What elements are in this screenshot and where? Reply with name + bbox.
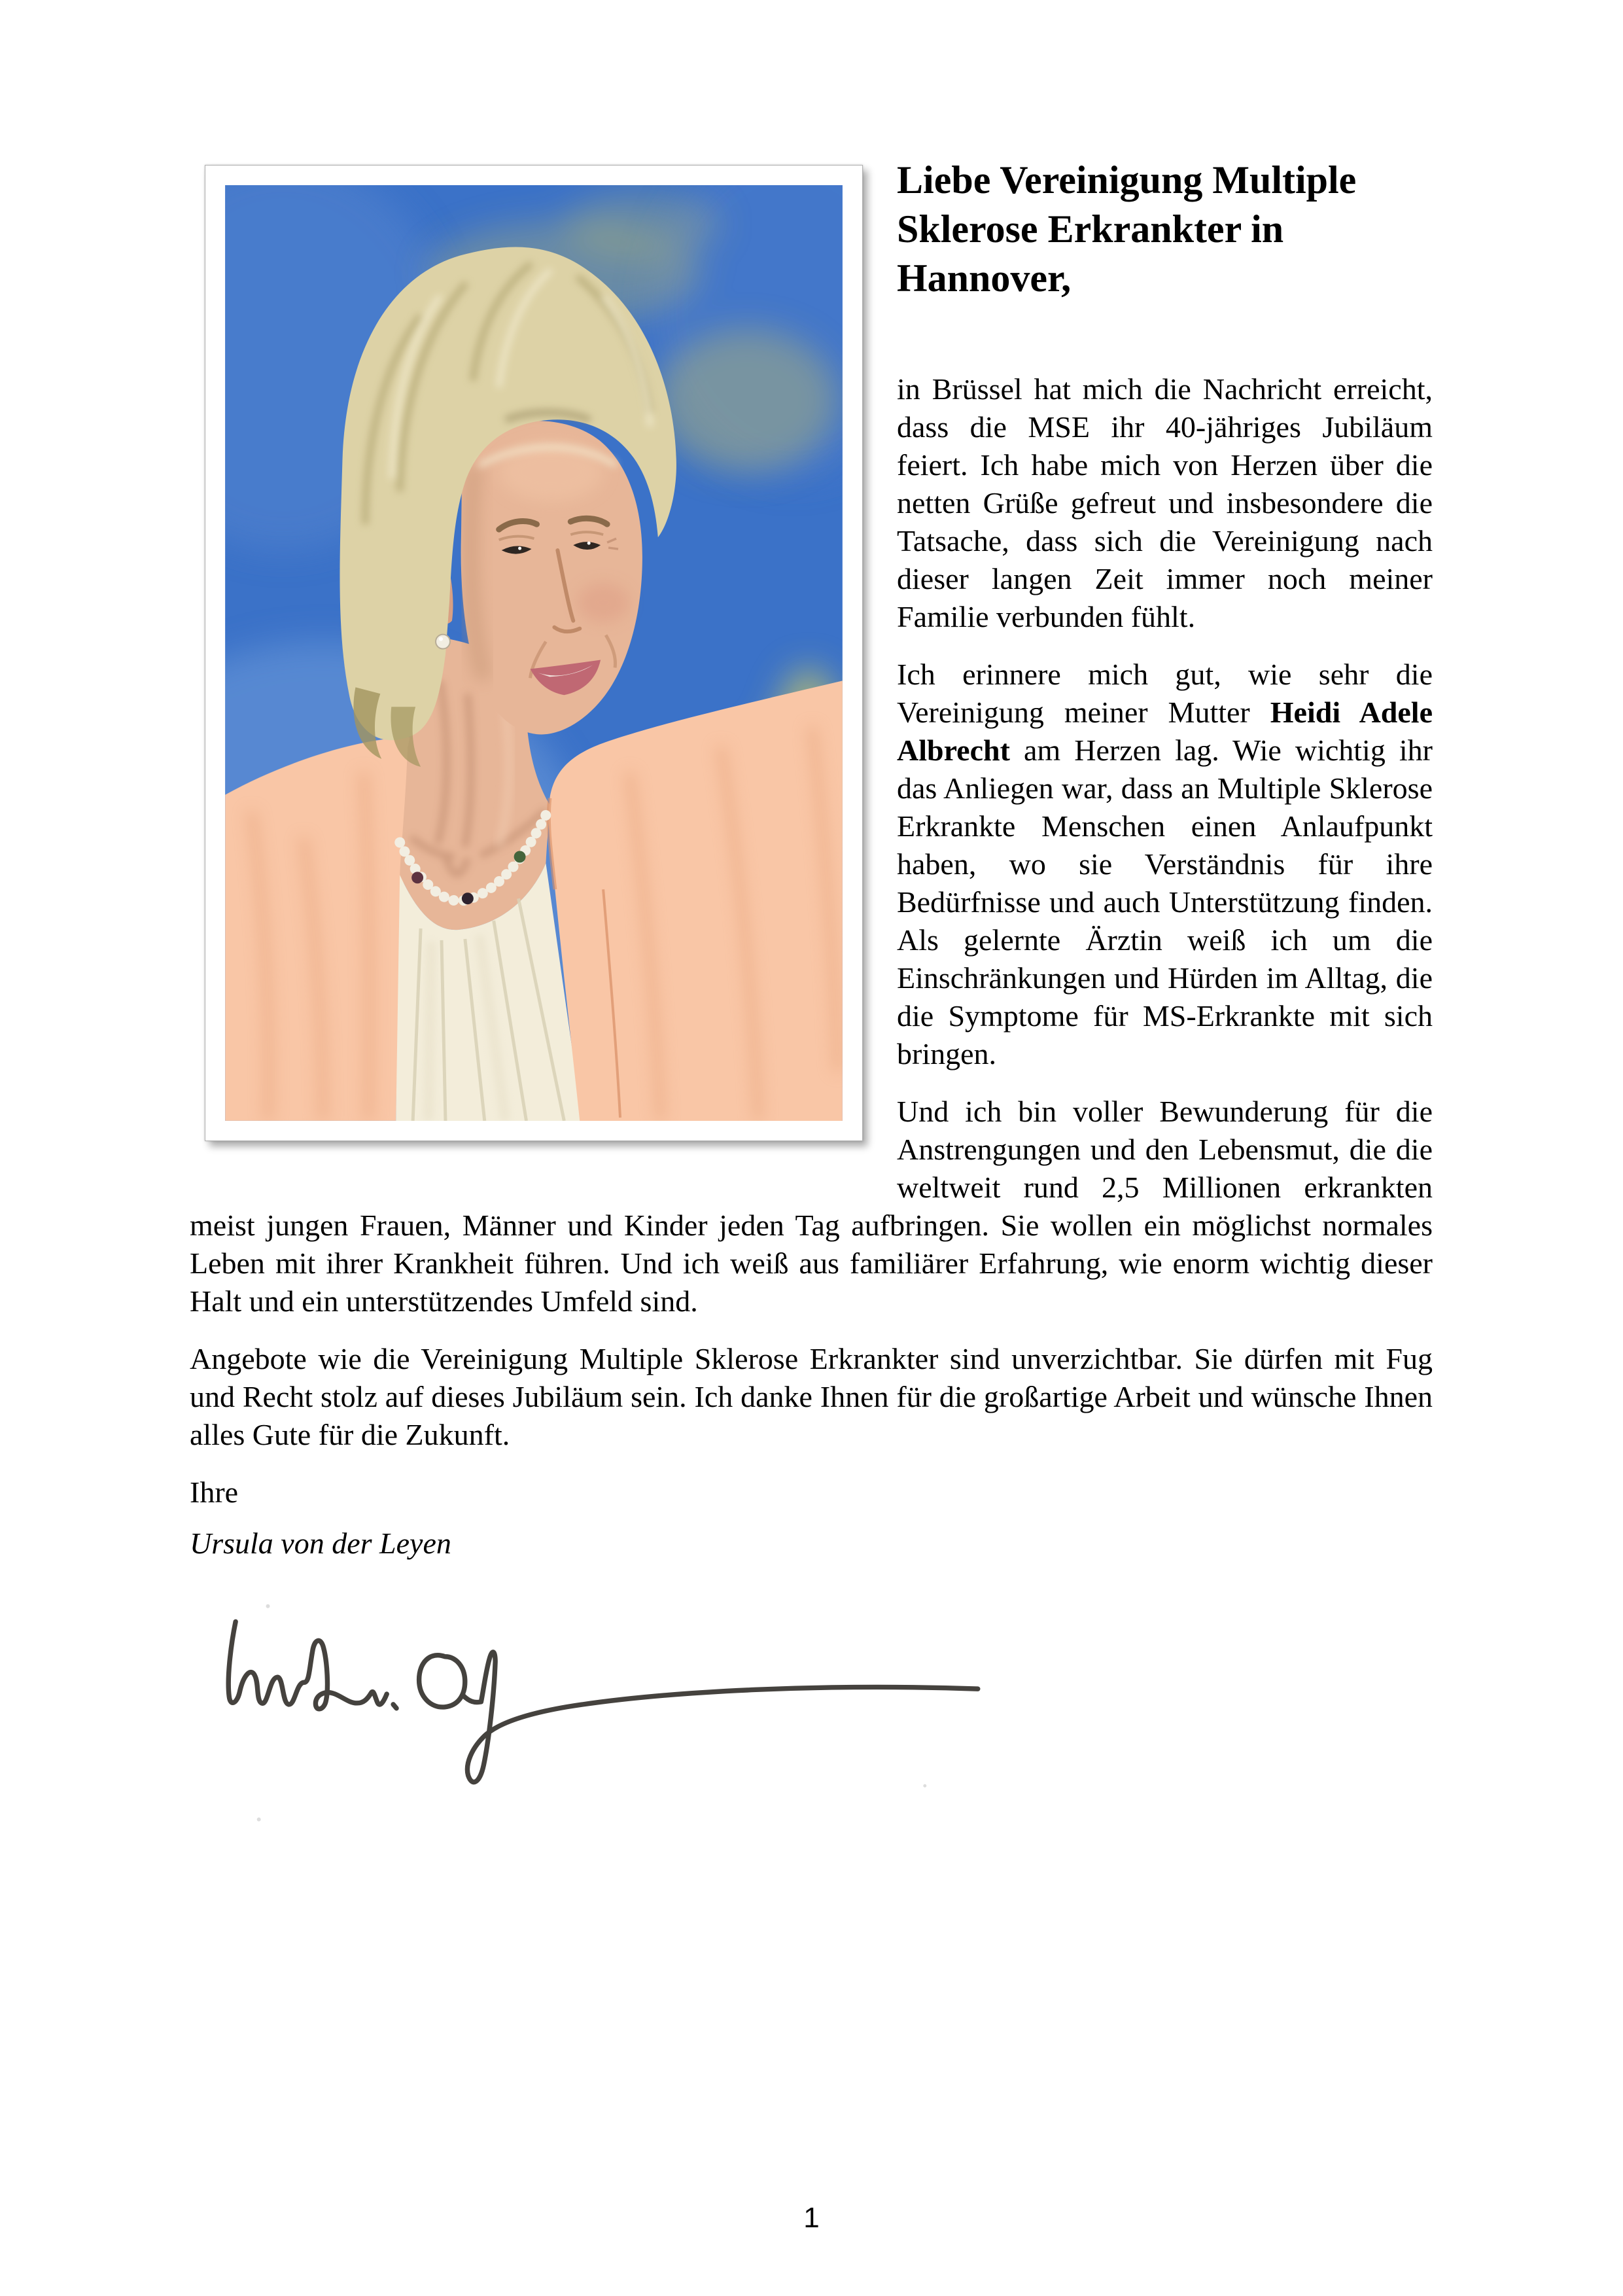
paragraph-2-rest: am Herzen lag. Wie wichtig ihr das Anliegen war, dass an Multiple Sklerose Erkrankte Menschen einen Anlaufpunkt haben, wo sie Verständnis für ihre Bedürfnisse und auch Unterstützung finden. Als gelernte Ärztin weiß ich um die Einschränkungen und Hürden im Alltag, die die Symptome für MS-Erkrankte mit sich bringen. (897, 733, 1433, 1070)
paragraph-1: in Brüssel hat mich die Nachricht erreicht, dass die MSE ihr 40-jähriges Jubiläum feiert. Ich habe mich von Herzen über die netten Grüße gefreut und insbesondere die Tatsache, dass sich die Vereinigung nach dieser langen Zeit immer noch meiner Familie verbunden fühlt. (897, 372, 1433, 633)
signature-stroke (228, 1621, 978, 1782)
page-footer (0, 2202, 1623, 2234)
paragraph-3: Und ich bin voller Bewunderung für die Anstrengungen und den Lebensmut, die die weltweit rund 2,5 Millionen erkrankten meist jungen Frauen, Männer und Kinder jeden Tag aufbringen. Sie wollen ein möglichst normales Leben mit ihrer Krankheit führen. Und ich weiß aus familiärer Erfahrung, wie enorm wichtig dieser Halt und ein unterstützendes Umfeld sind. (190, 1095, 1433, 1318)
necklace-bead-dark (462, 892, 474, 904)
portrait-photo (205, 165, 863, 1141)
letter-body (190, 156, 1433, 1850)
necklace-bead-green (514, 851, 526, 862)
paragraph-2-bold-name: Heidi Adele Albrecht (897, 696, 1433, 767)
necklace-bead-red (411, 872, 423, 883)
signature-image (216, 1592, 994, 1850)
signer-name: Ursula von der Leyen (190, 1527, 451, 1560)
pearl-earring (436, 635, 450, 649)
page-number: 1 (803, 2202, 820, 2234)
paragraph-4: Angebote wie die Vereinigung Multiple Sklerose Erkrankter sind unverzichtbar. Sie dürfen mit Fug und Recht stolz auf dieses Jubiläum sein. Ich danke Ihnen für die großartige Arbeit und wünsche Ihnen alles Gute für die Zukunft. (190, 1342, 1433, 1451)
signature-specks (257, 1604, 927, 1822)
portrait-illustration (225, 185, 843, 1121)
salutation: Liebe Vereinigung Multiple Sklerose Erkrankter in Hannover, (897, 158, 1357, 300)
paragraph-2-lead: Ich erinnere mich gut, wie sehr die Vereinigung meiner Mutter (897, 658, 1433, 729)
cheek-blush (577, 583, 629, 622)
closing-word: Ihre (190, 1475, 239, 1509)
jacket-left (225, 737, 410, 1121)
